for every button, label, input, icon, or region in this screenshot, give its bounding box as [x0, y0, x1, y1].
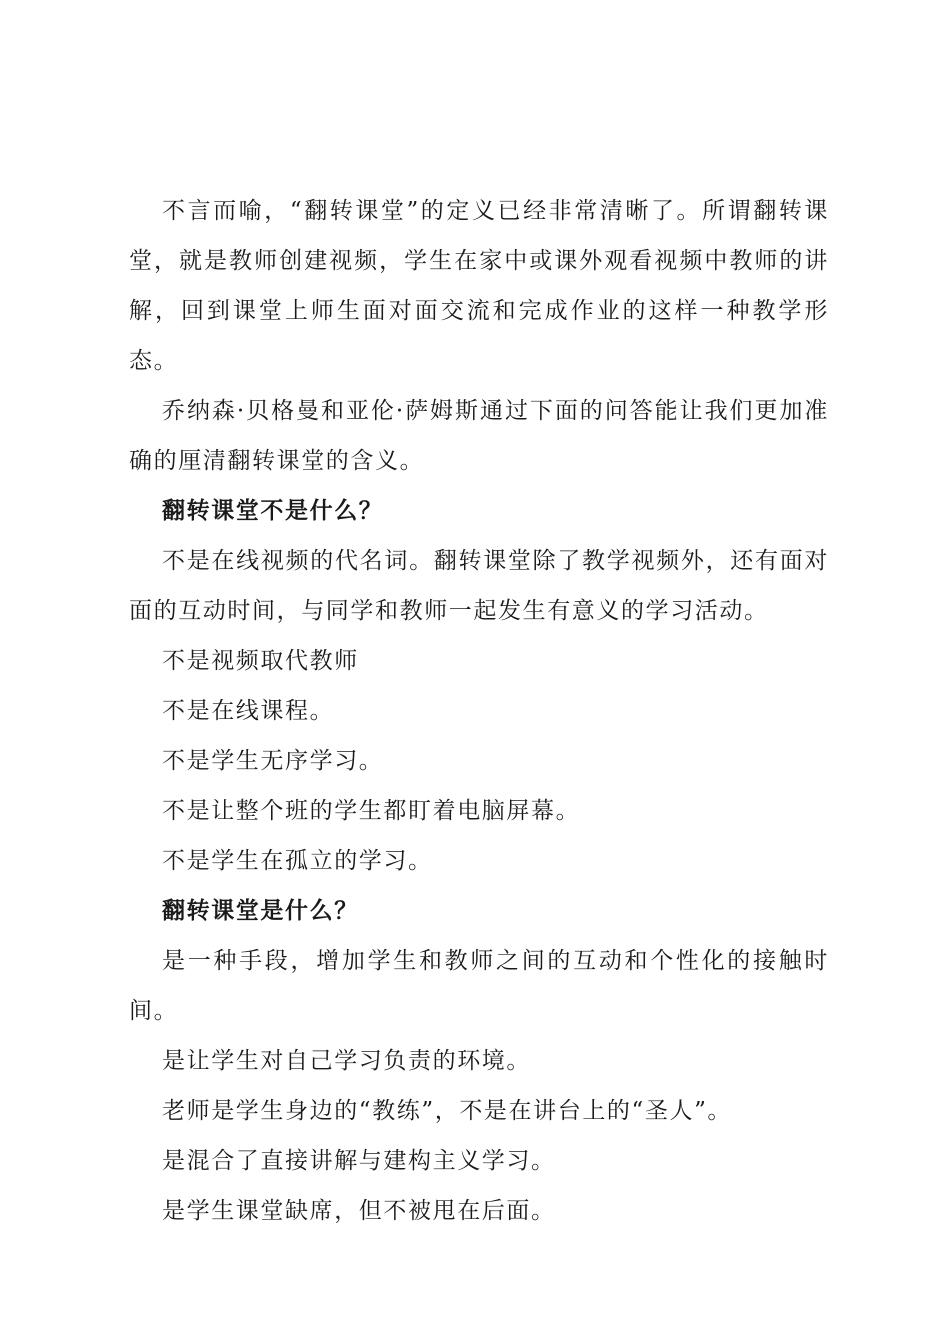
list-item: 不是学生在孤立的学习。	[162, 848, 433, 874]
section-heading-is: 翻转课堂是什么？	[162, 897, 359, 924]
list-item: 是让学生对自己学习负责的环境。	[162, 1048, 531, 1074]
intro-paragraph: 不言而喻，“翻转课堂”的定义已经非常清晰了。所谓翻转课堂，就是教师创建视频，学生在家中或课外观看视频中教师的讲解，回到课堂上师生面对面交流和完成作业的这样一种教学形态。	[129, 198, 829, 374]
list-item: 是学生课堂缺席，但不被甩在后面。	[162, 1198, 556, 1224]
document-body	[129, 186, 829, 1236]
list-item: 不是在线视频的代名词。翻转课堂除了教学视频外，还有面对面的互动时间，与同学和教师一起发生有意义的学习活动。	[129, 548, 829, 624]
list-item: 是一种手段，增加学生和教师之间的互动和个性化的接触时间。	[129, 948, 829, 1024]
list-item: 是混合了直接讲解与建构主义学习。	[162, 1148, 556, 1174]
list-item: 不是学生无序学习。	[162, 748, 384, 774]
list-item: 不是在线课程。	[162, 698, 335, 724]
intro-paragraph: 乔纳森·贝格曼和亚伦·萨姆斯通过下面的问答能让我们更加准确的厘清翻转课堂的含义。	[129, 398, 829, 474]
section-heading-not: 翻转课堂不是什么？	[162, 497, 384, 524]
list-item: 不是让整个班的学生都盯着电脑屏幕。	[162, 798, 581, 824]
list-item: 不是视频取代教师	[162, 648, 359, 674]
list-item: 老师是学生身边的“教练”，不是在讲台上的“圣人”。	[162, 1098, 733, 1124]
